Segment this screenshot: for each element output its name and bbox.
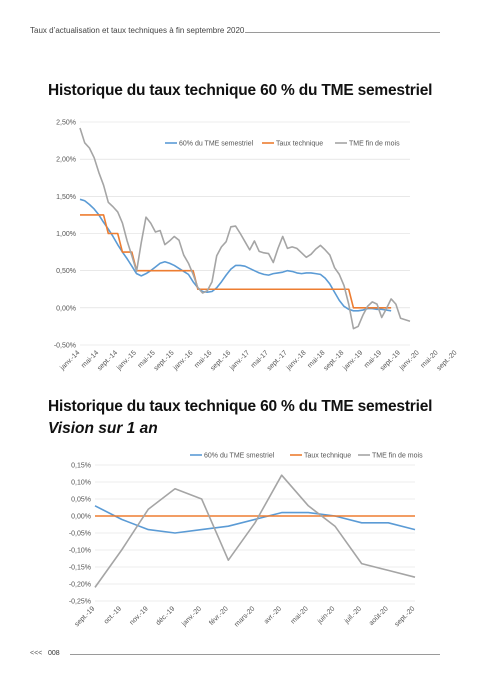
chart2-series-line-1 [95,506,415,533]
chart1-ytick-label: 2,50% [56,119,76,127]
page-number: 008 [48,650,60,657]
chart1-ytick-label: 0,50% [56,268,76,276]
chart2-xtick-label: mars-20 [233,605,257,629]
chart1-xtick-label: mai-18 [306,349,327,370]
header-divider [245,32,440,33]
chart1-series-line-2 [80,215,391,308]
chart2-ytick-label: -0,25% [68,598,91,606]
chart2-ytick-label: -0,20% [68,581,91,589]
chart2-ytick-label: 0,05% [71,496,91,504]
chart2-ytick-label: -0,10% [68,547,91,555]
chart1-xtick-label: mai-19 [363,349,384,370]
chart2-xtick-label: mai-20 [289,605,310,626]
chart1-legend-label-1: 60% du TME semestriel [179,140,254,148]
chart1-xtick-label: sept.-14 [96,349,120,373]
chart2-xtick-label: août-20 [368,605,390,628]
chart1-xtick-label: janv.-19 [342,349,365,372]
chart2-xtick-label: juil.-20 [343,605,364,625]
chart1-xtick-label: mai-16 [193,349,214,370]
chart1-xtick-label: janv.-17 [228,349,252,372]
chart1-ytick-label: 2,00% [56,156,76,164]
chart1-xtick-label: mai-14 [80,349,101,370]
chart1-series-line-1 [80,199,391,311]
chart2-subtitle: Vision sur 1 an [48,420,158,437]
page-header [30,26,440,40]
chart1-xtick-label: janv.-16 [172,349,195,372]
footer-divider [70,654,440,655]
chart1-xtick-label: janv.-15 [115,349,138,372]
chart1 [0,110,459,385]
chart1-xtick-label: sept.-15 [152,349,176,373]
chart2-xtick-label: févr.-20 [208,605,230,627]
chart1-xtick-label: sept.-18 [322,349,346,373]
chart1-xtick-label: sept.-17 [266,349,289,373]
chart2-ytick-label: 0,10% [71,479,91,487]
page-footer [30,650,440,662]
chart2-series-line-3 [95,475,415,587]
chart1-title: Historique du taux technique 60 % du TME semestriel [48,82,433,99]
chart1-xtick-label: janv.-14 [59,349,82,372]
chart2-xtick-label: déc.-19 [154,605,177,627]
chart1-legend-label-3: TME fin de mois [349,140,400,148]
chart2-legend-label-1: 60% du TME smestriel [204,452,275,460]
chart1-xtick-label: mai-17 [249,349,270,370]
chart2-xtick-label: juin-20 [316,605,337,626]
chart1-series-line-3 [80,128,410,329]
chart2-ytick-label: 0,15% [71,462,91,470]
chart1-xtick-label: janv.-18 [285,349,308,372]
chart2-title: Historique du taux technique 60 % du TME semestriel [48,398,433,415]
chart2-xtick-label: oct.-19 [102,605,124,626]
chart1-xtick-label: mai-15 [136,349,157,370]
footer-back-arrows[interactable]: <<< [30,650,43,657]
chart2-legend-label-3: TME fin de mois [372,452,423,460]
chart2-ytick-label: 0,00% [71,513,91,521]
chart2-xtick-label: avr.-20 [262,605,284,626]
chart2-legend-label-2: Taux technique [304,452,352,460]
header-title: Taux d’actualisation et taux techniques à fin septembre 2020 [30,26,245,35]
chart1-ytick-label: 0,00% [56,305,76,313]
chart1-xtick-label: sept.-16 [209,349,233,373]
chart1-ytick-label: -0,50% [53,342,76,350]
chart2-xtick-label: sept.-19 [73,605,97,629]
chart1-xtick-label: janv.-20 [398,349,421,372]
chart2-xtick-label: nov.-19 [128,605,150,627]
chart2-xtick-label: sept.-20 [393,605,417,629]
chart2 [0,444,430,639]
chart1-ytick-label: 1,50% [56,193,76,201]
chart1-xtick-label: sept.-20 [435,349,459,373]
chart2-xtick-label: janv.-20 [180,605,204,628]
chart1-xtick-label: mai-20 [419,349,440,370]
chart1-ytick-label: 1,00% [56,231,76,238]
chart1-xtick-label: sept.-19 [379,349,402,373]
chart2-ytick-label: -0,15% [68,564,91,572]
chart2-ytick-label: -0,05% [68,530,91,538]
chart1-legend-label-2: Taux technique [276,140,324,148]
